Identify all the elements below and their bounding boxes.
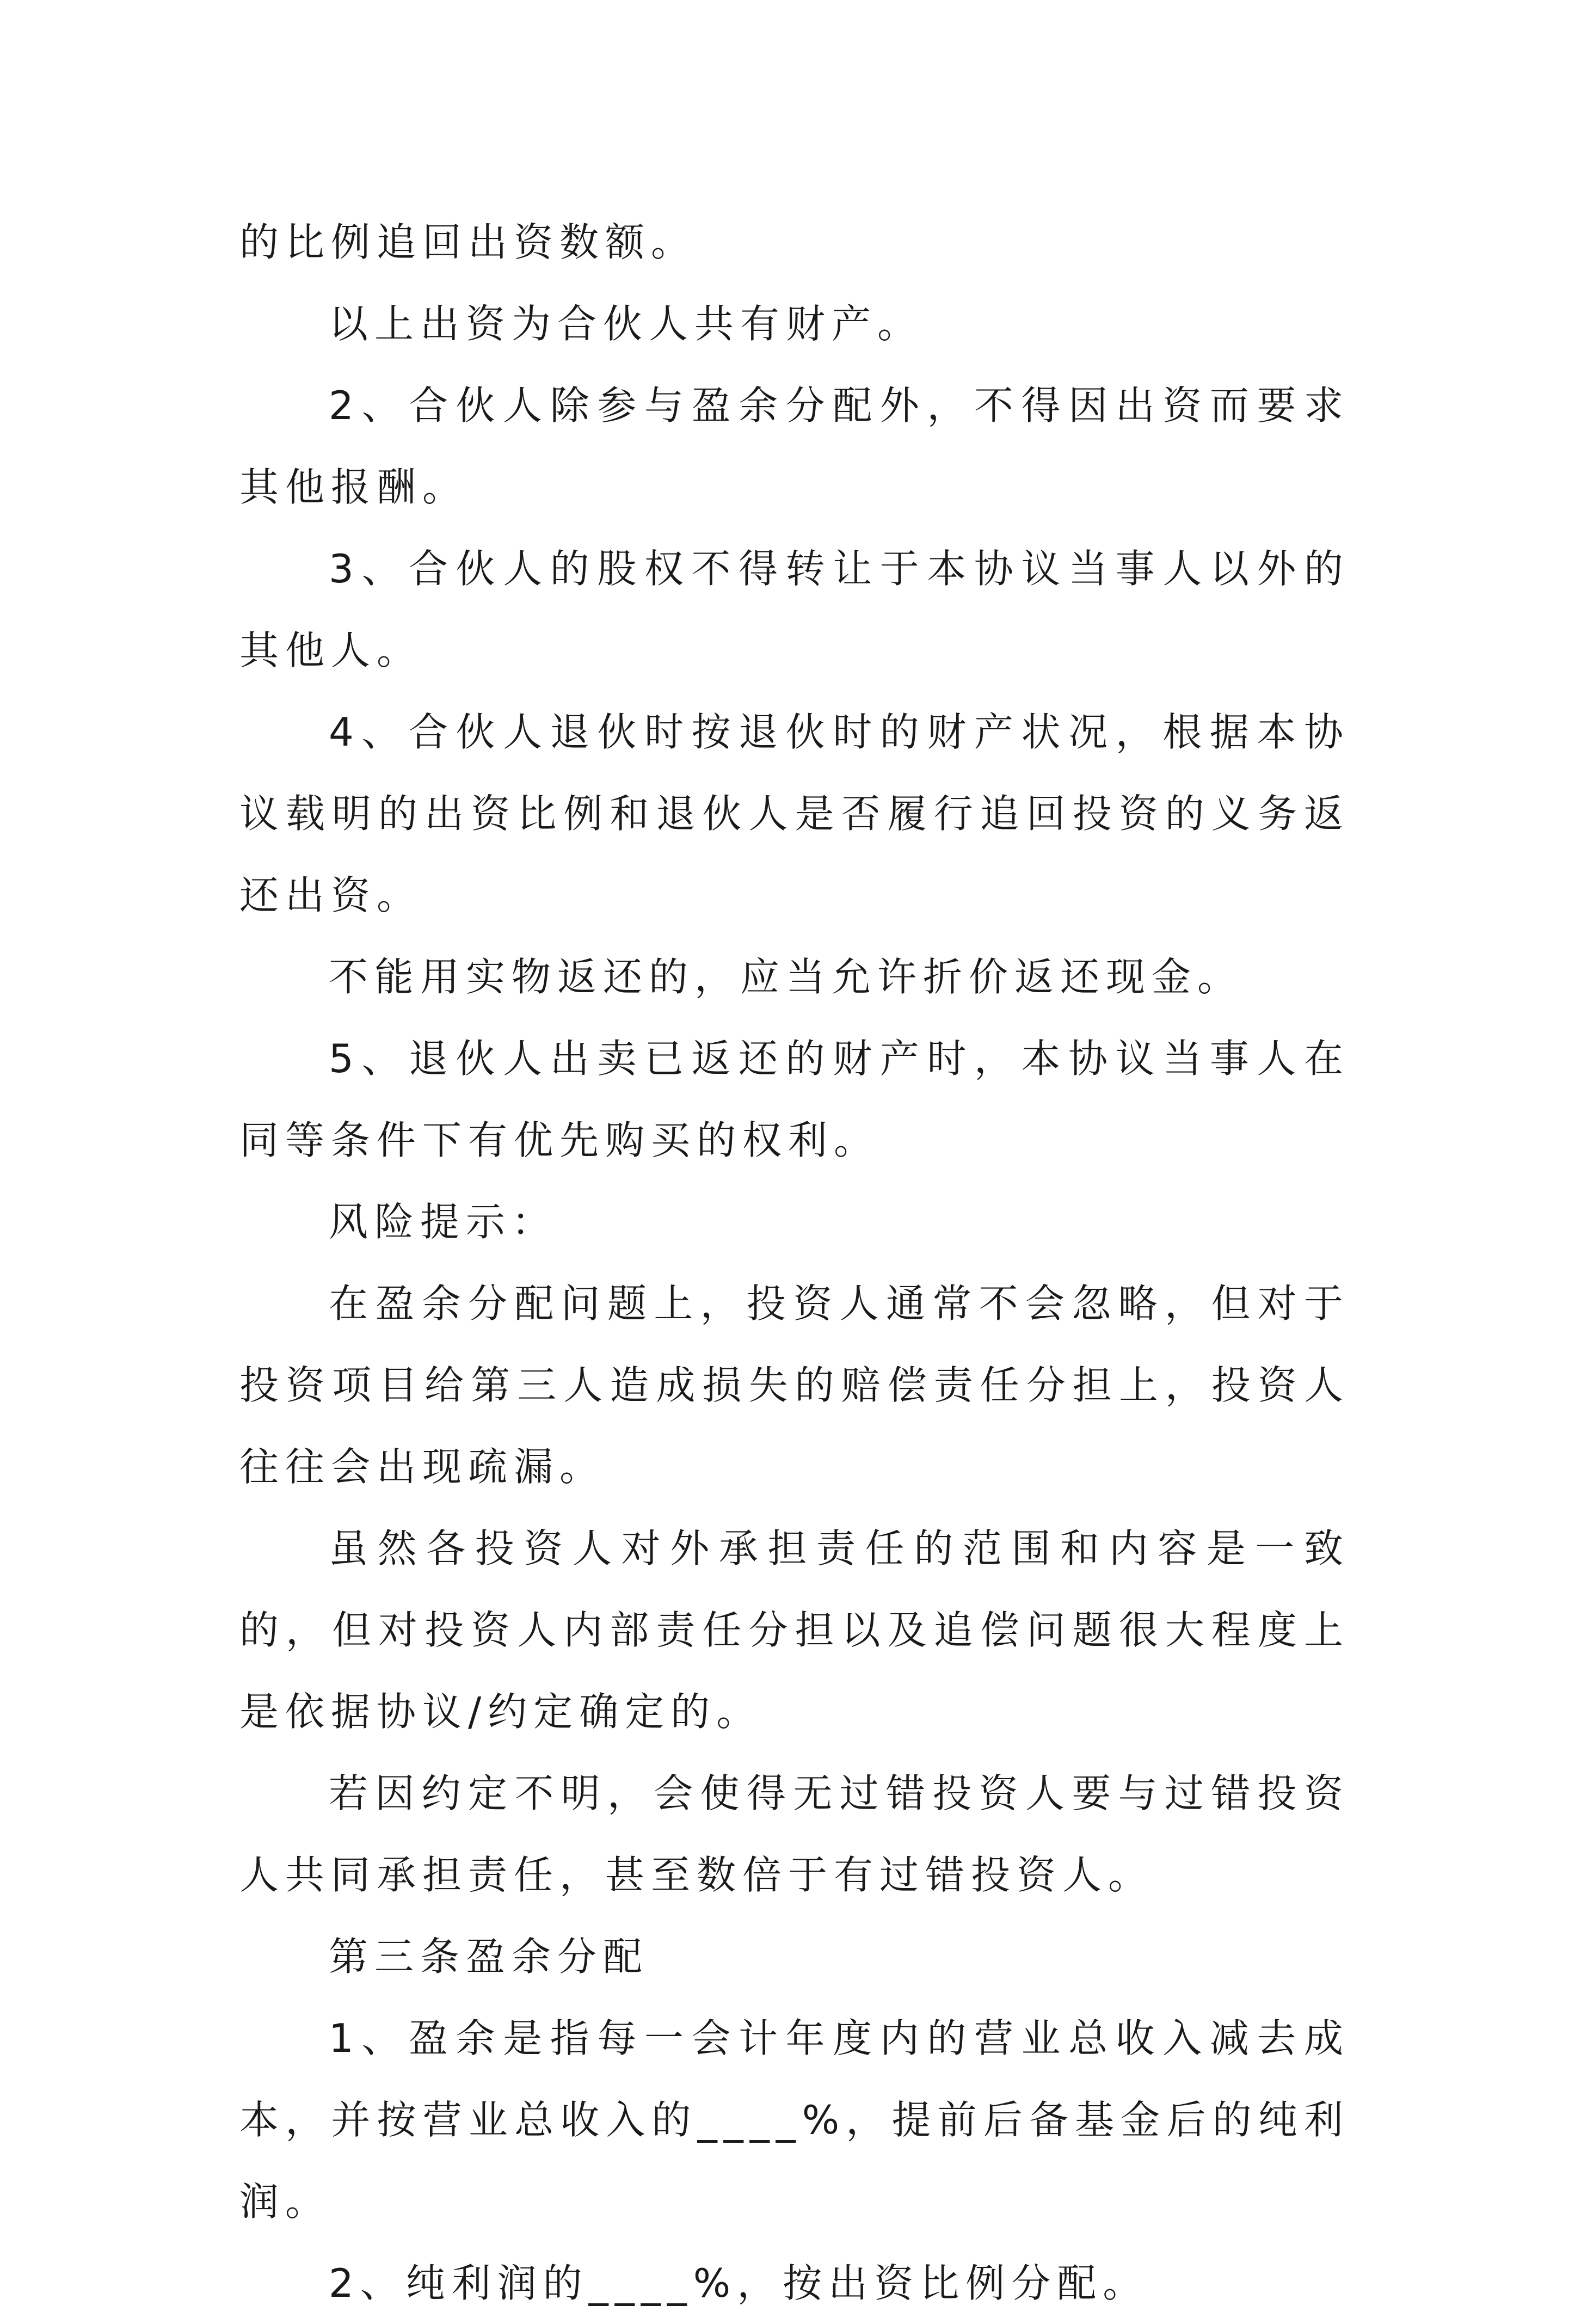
paragraph: 在盈余分配问题上，投资人通常不会忽略，但对于投资项目给第三人造成损失的赔偿责任分担上，投资人往往会出现疏漏。 [239,1281,1350,1490]
paragraph: 的比例追回出资数额。 [239,219,697,265]
paragraph: 4、合伙人退伙时按退伙时的财产状况，根据本协议载明的出资比例和退伙人是否履行追回投资的义务返还出资。 [239,709,1350,918]
paragraph: 2、合伙人除参与盈余分配外，不得因出资而要求其他报酬。 [239,383,1350,510]
paragraph: 1、盈余是指每一会计年度内的营业总收入减去成本，并按营业总收入的____%，提前后备基金后的纯利润。 [239,2015,1350,2224]
section-heading-risk-notice: 风险提示： [329,1199,558,1245]
paragraph: 5、退伙人出卖已返还的财产时，本协议当事人在同等条件下有优先购买的权利。 [239,1036,1350,1163]
paragraph: 3、合伙人的股权不得转让于本协议当事人以外的其他人。 [239,546,1350,673]
document-body [239,201,1350,2324]
paragraph: 若因约定不明，会使得无过错投资人要与过错投资人共同承担责任，甚至数倍于有过错投资人。 [239,1770,1350,1898]
paragraph: 以上出资为合伙人共有财产。 [329,301,924,347]
paragraph: 虽然各投资人对外承担责任的范围和内容是一致的，但对投资人内部责任分担以及追偿问题很大程度上是依据协议/约定确定的。 [239,1526,1350,1735]
paragraph: 2、纯利润的____%，按出资比例分配。 [329,2260,1149,2306]
paragraph: 不能用实物返还的，应当允许折价返还现金。 [329,954,1244,1000]
article-heading: 第三条盈余分配 [329,1934,649,1979]
